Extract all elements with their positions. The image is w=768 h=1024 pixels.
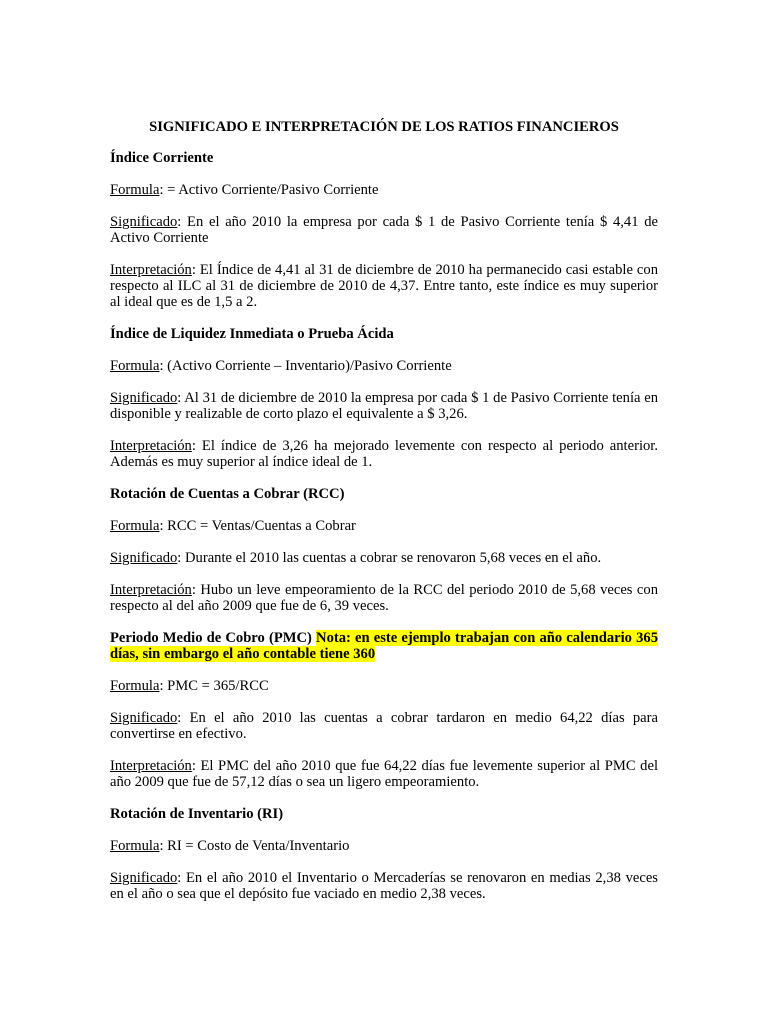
section-heading-pmc: Periodo Medio de Cobro (PMC) — [110, 630, 312, 646]
formula-text: : RCC = Ventas/Cuentas a Cobrar — [159, 518, 356, 534]
formula-paragraph — [110, 678, 658, 694]
interpretacion-text: : Hubo un leve empeoramiento de la RCC del periodo 2010 de 5,68 veces con respecto al del año 2009 que fue de 6, 39 veces. — [110, 582, 658, 614]
section-heading-ri: Rotación de Inventario (RI) — [110, 806, 284, 822]
formula-label: Formula — [110, 182, 160, 198]
section-heading-prueba-acida: Índice de Liquidez Inmediata o Prueba Ácida — [110, 326, 394, 342]
interpretacion-label: Interpretación — [110, 582, 192, 598]
formula-paragraph — [110, 838, 658, 854]
section-heading-pmc-paragraph — [110, 630, 658, 662]
significado-text: : En el año 2010 las cuentas a cobrar tardaron en medio 64,22 días para convertirse en efectivo. — [110, 710, 658, 742]
significado-label: Significado — [110, 550, 178, 566]
significado-paragraph — [110, 390, 658, 422]
significado-text: : Al 31 de diciembre de 2010 la empresa por cada $ 1 de Pasivo Corriente tenía en disponible y realizable de corto plazo el equivalente a $ 3,26. — [110, 390, 658, 422]
interpretacion-text: : El Índice de 4,41 al 31 de diciembre de 2010 ha permanecido casi estable con respecto al ILC al 31 de diciembre de 2010 de 4,37. Entre tanto, este índice es muy superior al ideal que es de 1,5 a 2. — [110, 262, 658, 310]
interpretacion-label: Interpretación — [110, 758, 192, 774]
formula-text: : RI = Costo de Venta/Inventario — [159, 838, 350, 854]
significado-text: : Durante el 2010 las cuentas a cobrar se renovaron 5,68 veces en el año. — [177, 550, 602, 566]
interpretacion-paragraph — [110, 758, 658, 790]
significado-text: : En el año 2010 el Inventario o Mercaderías se renovaron en medias 2,38 veces en el año o sea que el depósito fue vaciado en medio 2,38 veces. — [110, 870, 658, 902]
significado-text: : En el año 2010 la empresa por cada $ 1 de Pasivo Corriente tenía $ 4,41 de Activo Corriente — [110, 214, 658, 246]
formula-paragraph — [110, 518, 658, 534]
interpretacion-label: Interpretación — [110, 438, 192, 454]
section-heading-rcc: Rotación de Cuentas a Cobrar (RCC) — [110, 486, 345, 502]
formula-text: : PMC = 365/RCC — [159, 678, 269, 694]
interpretacion-text: : El índice de 3,26 ha mejorado levemente con respecto al periodo anterior. Además es muy superior al índice ideal de 1. — [110, 438, 658, 470]
significado-label: Significado — [110, 870, 178, 886]
interpretacion-text: : El PMC del año 2010 que fue 64,22 días fue levemente superior al PMC del año 2009 que fue de 57,12 días o sea un ligero empeoramiento. — [110, 758, 658, 790]
significado-paragraph — [110, 870, 658, 902]
document-body — [110, 119, 658, 918]
formula-paragraph — [110, 182, 658, 198]
formula-label: Formula — [110, 518, 160, 534]
interpretacion-label: Interpretación — [110, 262, 192, 278]
interpretacion-paragraph — [110, 438, 658, 470]
formula-text: : = Activo Corriente/Pasivo Corriente — [159, 182, 379, 198]
formula-label: Formula — [110, 838, 160, 854]
significado-label: Significado — [110, 390, 178, 406]
interpretacion-paragraph — [110, 582, 658, 614]
significado-paragraph — [110, 710, 658, 742]
highlighted-note: Nota: en este ejemplo trabajan con año calendario 365 días, sin embargo el año contable tiene 360 — [110, 630, 658, 662]
interpretacion-paragraph — [110, 262, 658, 310]
document-title: SIGNIFICADO E INTERPRETACIÓN DE LOS RATIOS FINANCIEROS — [149, 119, 619, 135]
formula-label: Formula — [110, 358, 160, 374]
significado-paragraph — [110, 550, 658, 566]
formula-label: Formula — [110, 678, 160, 694]
significado-paragraph — [110, 214, 658, 246]
formula-paragraph — [110, 358, 658, 374]
significado-label: Significado — [110, 214, 178, 230]
significado-label: Significado — [110, 710, 178, 726]
formula-text: : (Activo Corriente – Inventario)/Pasivo Corriente — [159, 358, 452, 374]
section-heading-indice-corriente: Índice Corriente — [110, 150, 214, 166]
